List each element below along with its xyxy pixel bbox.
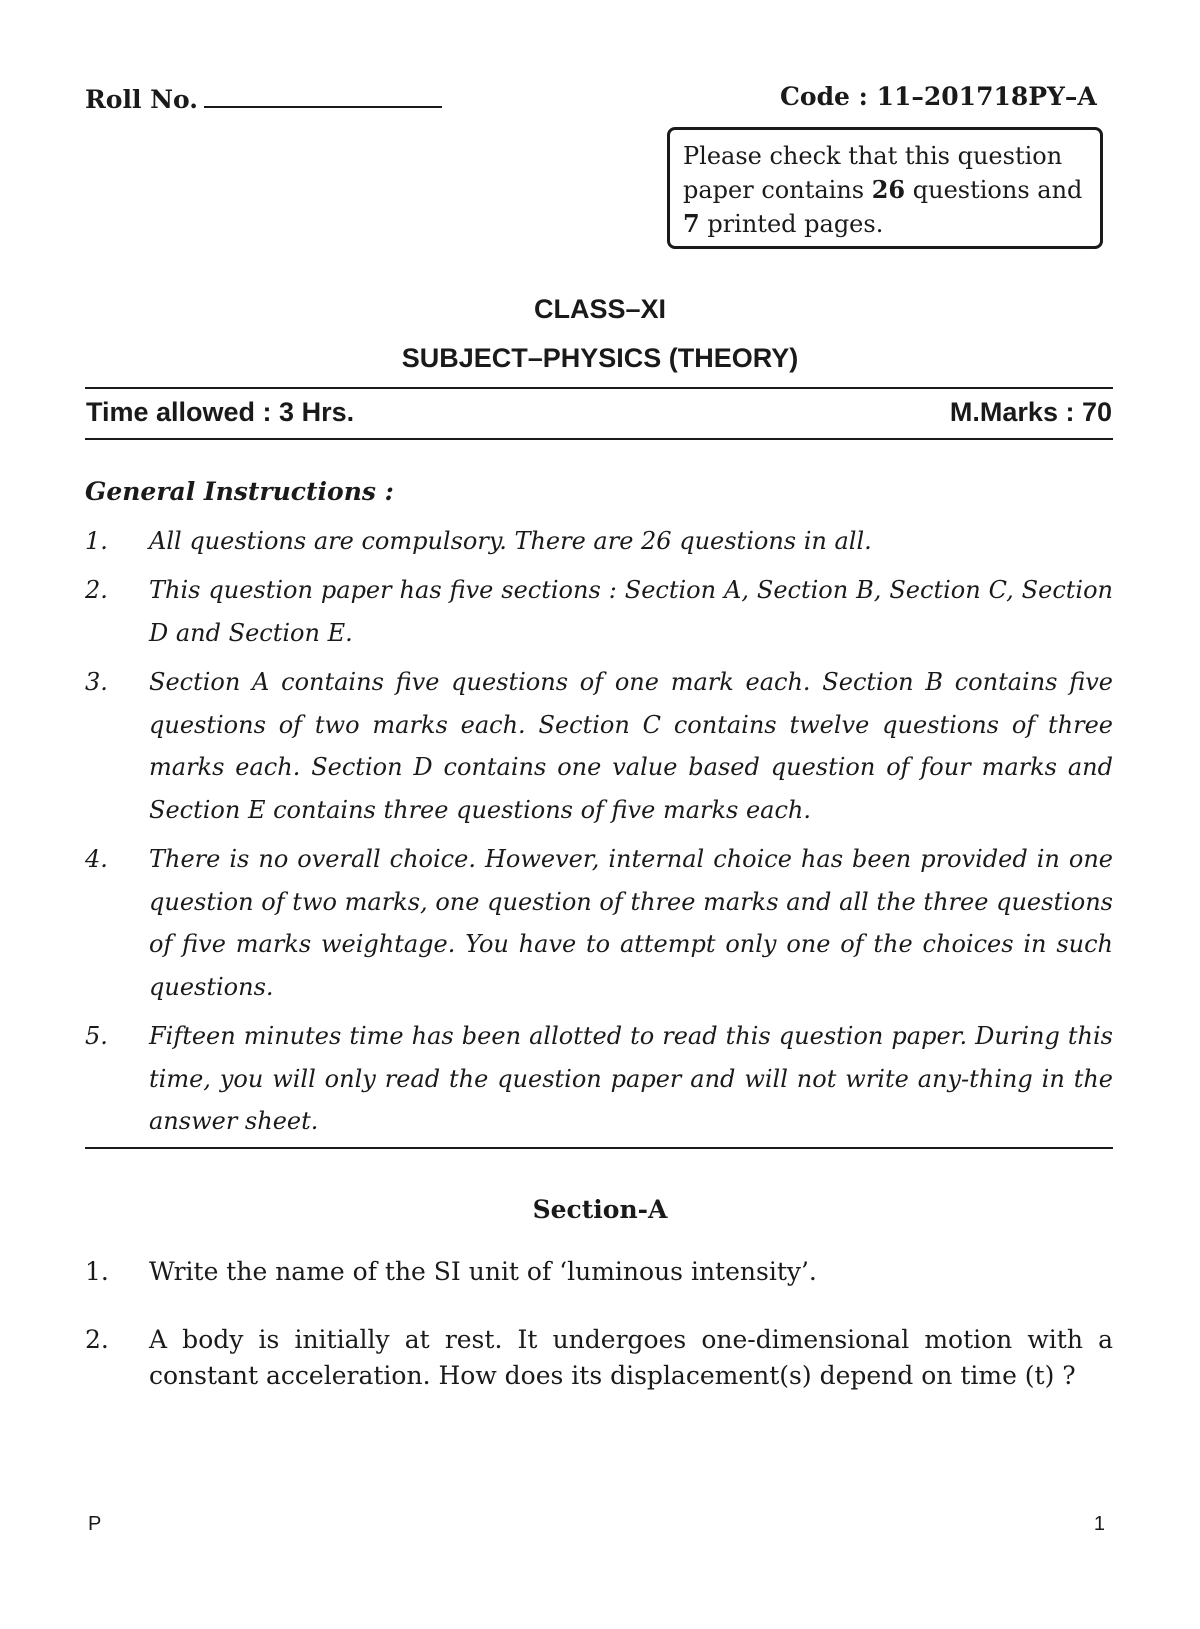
question-text: Write the name of the SI unit of ‘luminous intensity’.: [149, 1257, 817, 1286]
instruction-item: [85, 661, 1113, 831]
question-item: [85, 1254, 1113, 1290]
instruction-text: Section A contains five questions of one mark each. Section B contains five questions of two marks each. Section C contains twelve questions of three marks each. Section D contains one value based question of four marks and Section E contains three questions of five marks each.: [149, 668, 1113, 824]
instruction-text: There is no overall choice. However, internal choice has been provided in one question of two marks, one question of three marks and all the three questions of five marks weightage. You have to attempt only one of the choices in such questions.: [149, 845, 1113, 1001]
instruction-text: Fifteen minutes time has been allotted to read this question paper. During this time, you will only read the question paper and will not write any-thing in the answer sheet.: [149, 1022, 1113, 1135]
instruction-number: 3.: [85, 668, 108, 696]
instruction-number: 4.: [85, 845, 108, 873]
subject-title: SUBJECT–PHYSICS (THEORY): [401, 343, 799, 373]
instruction-text: All questions are compulsory. There are 26 questions in all.: [149, 527, 872, 555]
notice-text-3: printed pages.: [699, 210, 884, 238]
question-number: 1.: [85, 1257, 109, 1286]
question-item: [85, 1322, 1113, 1394]
roll-number-field: [85, 84, 442, 114]
instruction-item: [85, 569, 1113, 654]
roll-number-label: Roll No.: [85, 85, 198, 114]
max-marks: M.Marks : 70: [949, 397, 1112, 427]
notice-text-2: questions and: [905, 176, 1083, 204]
notice-text-1: Please check that this question paper contains: [683, 142, 1063, 204]
section-a-heading: Section-A: [532, 1195, 668, 1224]
instruction-item: [85, 838, 1113, 1008]
notice-questions-count: 26: [871, 175, 906, 204]
notice-pages-count: 7: [683, 209, 700, 238]
time-allowed: Time allowed : 3 Hrs.: [86, 397, 355, 427]
instruction-number: 1.: [85, 527, 108, 555]
instructions-divider: [85, 1147, 1113, 1149]
instruction-item: [85, 520, 1113, 563]
top-divider: [85, 387, 1113, 389]
instruction-item: [85, 1015, 1113, 1143]
paper-code: Code : 11–201718PY–A: [780, 82, 1097, 111]
notice-box: [667, 127, 1103, 249]
instruction-number: 2.: [85, 576, 108, 604]
class-title: CLASS–XI: [533, 294, 667, 324]
instruction-number: 5.: [85, 1022, 108, 1050]
question-number: 2.: [85, 1325, 109, 1354]
footer-mark: P: [88, 1513, 102, 1535]
instructions-heading: General Instructions :: [85, 477, 394, 506]
page-number: 1: [1093, 1513, 1105, 1535]
instruction-text: This question paper has five sections : Section A, Section B, Section C, Section D and Section E.: [149, 576, 1113, 647]
meta-divider: [85, 438, 1113, 440]
roll-number-blank: [204, 84, 442, 108]
question-text: A body is initially at rest. It undergoes one-dimensional motion with a constant acceleration. How does its displacement(s) depend on time (t) ?: [149, 1325, 1113, 1390]
